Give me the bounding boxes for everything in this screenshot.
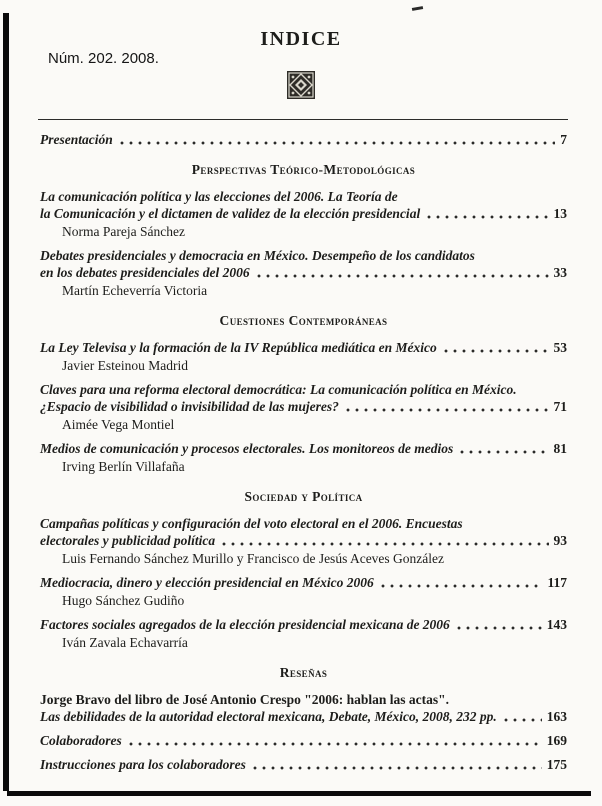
page-number: 7 xyxy=(560,132,567,147)
entry-line xyxy=(40,264,567,281)
entry-line xyxy=(40,732,567,749)
entry-title-text: Debates presidenciales y democracia en México. Desempeño de los candidatos xyxy=(40,248,475,263)
dot-leader-icon xyxy=(344,398,549,415)
entry-author: Martín Echeverría Victoria xyxy=(62,283,208,298)
page-number: 117 xyxy=(547,575,567,590)
page-number: 169 xyxy=(546,733,567,748)
scan-artifact-left-bar xyxy=(3,13,9,791)
entry-author: Javier Esteinou Madrid xyxy=(62,358,188,373)
entry-line xyxy=(40,205,567,222)
toc-list xyxy=(40,131,567,780)
issue-label: Núm. 202. 2008. xyxy=(48,50,159,67)
toc-entry xyxy=(40,381,567,433)
entry-title-text: en los debates presidenciales del 2006 xyxy=(40,265,250,280)
dot-leader-icon xyxy=(220,532,548,549)
page-number: 163 xyxy=(546,709,567,724)
toc-entry xyxy=(40,616,567,651)
page-number: 93 xyxy=(553,533,567,548)
section-heading: Reseñas xyxy=(279,665,328,680)
section-heading: Perspectivas Teórico-Metodológicas xyxy=(191,162,416,177)
dot-leader-icon xyxy=(255,264,549,281)
toc-entry xyxy=(40,188,567,240)
section-heading: Cuestiones Contemporáneas xyxy=(219,313,388,328)
toc-entry xyxy=(40,732,567,749)
entry-author: Norma Pareja Sánchez xyxy=(62,224,185,239)
entry-line xyxy=(40,188,567,205)
toc-entry xyxy=(40,691,567,725)
toc-entry xyxy=(40,574,567,609)
entry-author: Iván Zavala Echavarría xyxy=(62,635,188,650)
toc-entry xyxy=(40,131,567,148)
page-number: 13 xyxy=(553,206,567,221)
page-number: 81 xyxy=(553,441,567,456)
entry-line xyxy=(40,574,567,591)
toc-entry xyxy=(40,756,567,773)
page-number: 143 xyxy=(546,617,567,632)
scan-artifact-bottom-bar xyxy=(7,791,591,796)
entry-line xyxy=(40,131,567,148)
page-number: 175 xyxy=(546,757,567,772)
dot-leader-icon xyxy=(379,574,543,591)
scan-artifact-top-mark xyxy=(412,6,423,11)
toc-entry xyxy=(40,440,567,475)
entry-line xyxy=(40,691,567,708)
page-number: 53 xyxy=(553,340,567,355)
entry-title-text: Medios de comunicación y procesos electorales. Los monitoreos de medios xyxy=(40,441,454,456)
entry-title-text: Claves para una reforma electoral democrática: La comunicación política en México. xyxy=(40,382,517,397)
dot-leader-icon xyxy=(502,708,542,725)
entry-line xyxy=(40,756,567,773)
dot-leader-icon xyxy=(425,205,548,222)
dot-leader-icon xyxy=(458,440,548,457)
section-heading: Sociedad y Política xyxy=(244,489,363,504)
entry-title-text: ¿Espacio de visibilidad o invisibilidad de las mujeres? xyxy=(40,399,339,414)
entry-title-text: La Ley Televisa y la formación de la IV República mediática en México xyxy=(40,340,437,355)
dot-leader-icon xyxy=(455,616,542,633)
entry-title-text: la Comunicación y el dictamen de validez de la elección presidencial xyxy=(40,206,421,221)
entry-line xyxy=(40,515,567,532)
dot-leader-icon xyxy=(118,131,556,148)
entry-line xyxy=(40,532,567,549)
entry-line xyxy=(40,247,567,264)
entry-title-text: electorales y publicidad política xyxy=(40,533,216,548)
toc-entry xyxy=(40,515,567,567)
entry-title-text: Factores sociales agregados de la elección presidencial mexicana de 2006 xyxy=(40,617,450,632)
entry-line xyxy=(40,339,567,356)
entry-author: Hugo Sánchez Gudiño xyxy=(62,593,185,608)
page-number: 71 xyxy=(553,399,567,414)
entry-line xyxy=(40,440,567,457)
dot-leader-icon xyxy=(127,732,542,749)
entry-line xyxy=(40,381,567,398)
page-number: 33 xyxy=(553,265,567,280)
entry-author: Irving Berlín Villafaña xyxy=(62,459,185,474)
entry-author: Luis Fernando Sánchez Murillo y Francisco de Jesús Aceves González xyxy=(62,551,445,566)
entry-title-text: Colaboradores xyxy=(40,733,122,748)
entry-author: Aimée Vega Montiel xyxy=(62,417,175,432)
entry-title-text: Presentación xyxy=(40,132,113,147)
header-divider xyxy=(38,119,568,120)
dot-leader-icon xyxy=(251,756,542,773)
ornament-icon xyxy=(286,70,316,100)
toc-entry xyxy=(40,247,567,299)
entry-title-text: Mediocracia, dinero y elección presidencial en México 2006 xyxy=(40,575,374,590)
entry-title-text: Las debilidades de la autoridad electoral mexicana, Debate, México, 2008, 232 pp. xyxy=(40,709,497,724)
entry-title-text: Campañas políticas y configuración del voto electoral en el 2006. Encuestas xyxy=(40,516,463,531)
entry-title-text: Instrucciones para los colaboradores xyxy=(40,757,246,772)
entry-line xyxy=(40,616,567,633)
entry-line xyxy=(40,398,567,415)
page-title: INDICE xyxy=(260,28,342,50)
dot-leader-icon xyxy=(442,339,549,356)
toc-entry xyxy=(40,339,567,374)
entry-title-text: Jorge Bravo del libro de José Antonio Crespo "2006: hablan las actas". xyxy=(40,692,450,707)
entry-line xyxy=(40,708,567,725)
entry-title-text: La comunicación política y las elecciones del 2006. La Teoría de xyxy=(40,189,398,204)
